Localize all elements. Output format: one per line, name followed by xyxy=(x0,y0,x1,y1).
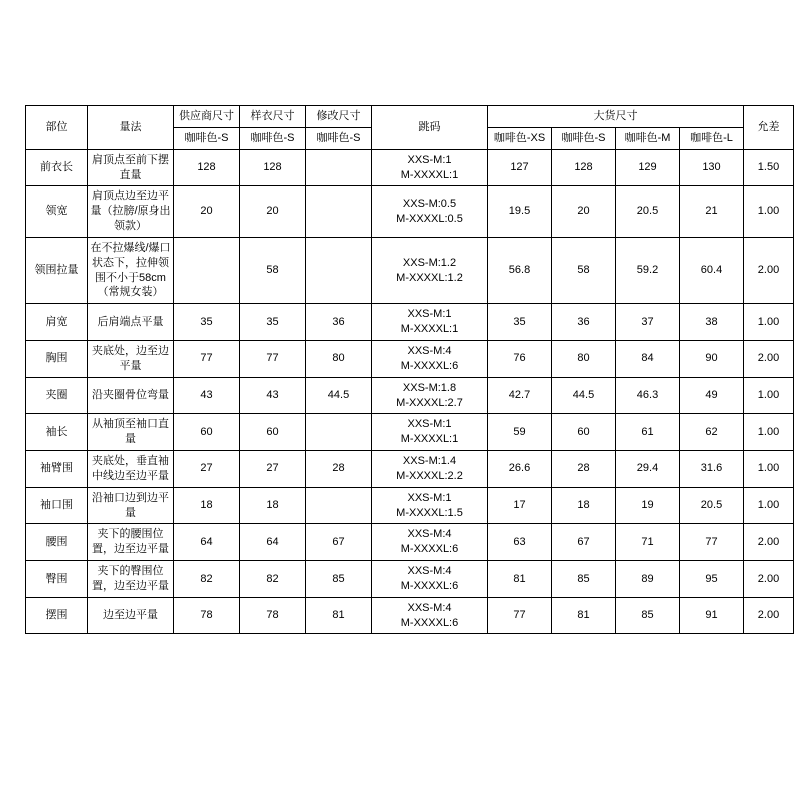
cell-part: 胸围 xyxy=(26,340,88,377)
cell-bulk-m: 59.2 xyxy=(616,237,680,303)
cell-bulk-l: 20.5 xyxy=(680,487,744,524)
cell-modify-size xyxy=(306,186,372,238)
cell-bulk-m: 84 xyxy=(616,340,680,377)
header-method: 量法 xyxy=(88,106,174,150)
table-row xyxy=(26,561,794,598)
cell-tolerance: 2.00 xyxy=(744,561,794,598)
cell-part: 夹圈 xyxy=(26,377,88,414)
table-row xyxy=(26,524,794,561)
cell-part: 摆围 xyxy=(26,597,88,634)
cell-bulk-s: 81 xyxy=(552,597,616,634)
cell-modify-size xyxy=(306,414,372,451)
cell-jump-size: XXS-M:1.8 M-XXXXL:2.7 xyxy=(372,377,488,414)
cell-jump-size: XXS-M:1 M-XXXXL:1.5 xyxy=(372,487,488,524)
cell-supplier-size: 27 xyxy=(174,451,240,488)
cell-supplier-size: 82 xyxy=(174,561,240,598)
cell-sample-size: 128 xyxy=(240,149,306,186)
cell-method: 夹下的臀围位置，边至边平量 xyxy=(88,561,174,598)
table-row xyxy=(26,487,794,524)
table-body xyxy=(26,149,794,634)
header-modify-color: 咖啡色-S xyxy=(306,127,372,149)
cell-bulk-l: 21 xyxy=(680,186,744,238)
cell-bulk-xs: 56.8 xyxy=(488,237,552,303)
header-supplier-color: 咖啡色-S xyxy=(174,127,240,149)
cell-tolerance: 2.00 xyxy=(744,597,794,634)
cell-part: 袖臂围 xyxy=(26,451,88,488)
table-row xyxy=(26,304,794,341)
table-row xyxy=(26,186,794,238)
cell-bulk-xs: 63 xyxy=(488,524,552,561)
cell-sample-size: 35 xyxy=(240,304,306,341)
table-row xyxy=(26,597,794,634)
cell-bulk-xs: 26.6 xyxy=(488,451,552,488)
cell-method: 夹底处，垂直袖中线边至边平量 xyxy=(88,451,174,488)
cell-sample-size: 64 xyxy=(240,524,306,561)
header-tolerance: 允差 xyxy=(744,106,794,150)
cell-tolerance: 1.00 xyxy=(744,304,794,341)
header-jump-size: 跳码 xyxy=(372,106,488,150)
header-sample-size: 样衣尺寸 xyxy=(240,106,306,128)
cell-bulk-s: 60 xyxy=(552,414,616,451)
cell-part: 臀围 xyxy=(26,561,88,598)
cell-sample-size: 43 xyxy=(240,377,306,414)
header-part: 部位 xyxy=(26,106,88,150)
cell-bulk-xs: 127 xyxy=(488,149,552,186)
cell-bulk-l: 31.6 xyxy=(680,451,744,488)
cell-bulk-m: 71 xyxy=(616,524,680,561)
cell-part: 肩宽 xyxy=(26,304,88,341)
cell-bulk-s: 28 xyxy=(552,451,616,488)
cell-method: 边至边平量 xyxy=(88,597,174,634)
cell-bulk-m: 129 xyxy=(616,149,680,186)
cell-part: 领围拉量 xyxy=(26,237,88,303)
cell-tolerance: 2.00 xyxy=(744,340,794,377)
cell-bulk-xs: 17 xyxy=(488,487,552,524)
cell-part: 腰围 xyxy=(26,524,88,561)
header-bulk-xs: 咖啡色-XS xyxy=(488,127,552,149)
cell-bulk-xs: 76 xyxy=(488,340,552,377)
cell-method: 肩顶点边至边平量（拉膀/原身出领款） xyxy=(88,186,174,238)
header-bulk-m: 咖啡色-M xyxy=(616,127,680,149)
cell-bulk-m: 37 xyxy=(616,304,680,341)
cell-tolerance: 1.00 xyxy=(744,487,794,524)
header-row-main xyxy=(26,106,794,128)
cell-bulk-xs: 19.5 xyxy=(488,186,552,238)
cell-sample-size: 20 xyxy=(240,186,306,238)
cell-modify-size xyxy=(306,487,372,524)
cell-bulk-xs: 42.7 xyxy=(488,377,552,414)
cell-bulk-m: 61 xyxy=(616,414,680,451)
cell-bulk-m: 29.4 xyxy=(616,451,680,488)
cell-jump-size: XXS-M:4 M-XXXXL:6 xyxy=(372,561,488,598)
cell-part: 袖长 xyxy=(26,414,88,451)
cell-bulk-s: 80 xyxy=(552,340,616,377)
header-sample-color: 咖啡色-S xyxy=(240,127,306,149)
cell-tolerance: 1.00 xyxy=(744,414,794,451)
cell-tolerance: 2.00 xyxy=(744,237,794,303)
cell-supplier-size: 18 xyxy=(174,487,240,524)
cell-modify-size xyxy=(306,237,372,303)
cell-supplier-size xyxy=(174,237,240,303)
cell-part: 前衣长 xyxy=(26,149,88,186)
cell-modify-size: 44.5 xyxy=(306,377,372,414)
cell-tolerance: 1.50 xyxy=(744,149,794,186)
cell-bulk-m: 20.5 xyxy=(616,186,680,238)
cell-supplier-size: 35 xyxy=(174,304,240,341)
cell-jump-size: XXS-M:1.4 M-XXXXL:2.2 xyxy=(372,451,488,488)
cell-jump-size: XXS-M:1 M-XXXXL:1 xyxy=(372,149,488,186)
cell-method: 后肩端点平量 xyxy=(88,304,174,341)
cell-bulk-s: 44.5 xyxy=(552,377,616,414)
cell-tolerance: 1.00 xyxy=(744,377,794,414)
cell-bulk-l: 77 xyxy=(680,524,744,561)
cell-bulk-l: 60.4 xyxy=(680,237,744,303)
cell-bulk-s: 18 xyxy=(552,487,616,524)
cell-bulk-xs: 59 xyxy=(488,414,552,451)
cell-method: 从袖顶至袖口直量 xyxy=(88,414,174,451)
header-bulk-size-group: 大货尺寸 xyxy=(488,106,744,128)
cell-modify-size: 28 xyxy=(306,451,372,488)
header-bulk-l: 咖啡色-L xyxy=(680,127,744,149)
header-bulk-s: 咖啡色-S xyxy=(552,127,616,149)
cell-tolerance: 1.00 xyxy=(744,186,794,238)
table-row xyxy=(26,451,794,488)
cell-bulk-s: 20 xyxy=(552,186,616,238)
cell-method: 沿夹圈骨位弯量 xyxy=(88,377,174,414)
cell-bulk-m: 89 xyxy=(616,561,680,598)
cell-sample-size: 60 xyxy=(240,414,306,451)
cell-part: 领宽 xyxy=(26,186,88,238)
cell-sample-size: 77 xyxy=(240,340,306,377)
cell-jump-size: XXS-M:1.2 M-XXXXL:1.2 xyxy=(372,237,488,303)
cell-supplier-size: 78 xyxy=(174,597,240,634)
cell-sample-size: 58 xyxy=(240,237,306,303)
cell-modify-size: 85 xyxy=(306,561,372,598)
cell-bulk-s: 58 xyxy=(552,237,616,303)
cell-bulk-l: 38 xyxy=(680,304,744,341)
cell-sample-size: 18 xyxy=(240,487,306,524)
cell-method: 在不拉爆线/爆口状态下，拉伸领围不小于58cm（常规女装） xyxy=(88,237,174,303)
cell-method: 沿袖口边到边平量 xyxy=(88,487,174,524)
header-modify-size: 修改尺寸 xyxy=(306,106,372,128)
cell-method: 肩顶点至前下摆直量 xyxy=(88,149,174,186)
table-row xyxy=(26,414,794,451)
cell-bulk-l: 91 xyxy=(680,597,744,634)
measurement-spec-table xyxy=(25,105,794,634)
cell-method: 夹下的腰围位置，边至边平量 xyxy=(88,524,174,561)
cell-bulk-l: 49 xyxy=(680,377,744,414)
cell-jump-size: XXS-M:1 M-XXXXL:1 xyxy=(372,414,488,451)
cell-sample-size: 82 xyxy=(240,561,306,598)
cell-jump-size: XXS-M:4 M-XXXXL:6 xyxy=(372,597,488,634)
cell-jump-size: XXS-M:0.5 M-XXXXL:0.5 xyxy=(372,186,488,238)
table-row xyxy=(26,149,794,186)
cell-bulk-m: 46.3 xyxy=(616,377,680,414)
cell-modify-size: 67 xyxy=(306,524,372,561)
cell-modify-size: 80 xyxy=(306,340,372,377)
cell-supplier-size: 64 xyxy=(174,524,240,561)
cell-bulk-m: 85 xyxy=(616,597,680,634)
cell-jump-size: XXS-M:4 M-XXXXL:6 xyxy=(372,340,488,377)
cell-bulk-l: 130 xyxy=(680,149,744,186)
header-supplier-size: 供应商尺寸 xyxy=(174,106,240,128)
cell-bulk-s: 85 xyxy=(552,561,616,598)
table-header xyxy=(26,106,794,150)
cell-modify-size xyxy=(306,149,372,186)
table-row xyxy=(26,237,794,303)
cell-bulk-xs: 77 xyxy=(488,597,552,634)
table-row xyxy=(26,340,794,377)
cell-supplier-size: 60 xyxy=(174,414,240,451)
cell-part: 袖口围 xyxy=(26,487,88,524)
cell-supplier-size: 128 xyxy=(174,149,240,186)
cell-supplier-size: 77 xyxy=(174,340,240,377)
cell-bulk-s: 36 xyxy=(552,304,616,341)
cell-supplier-size: 20 xyxy=(174,186,240,238)
table-row xyxy=(26,377,794,414)
cell-method: 夹底处，边至边平量 xyxy=(88,340,174,377)
cell-jump-size: XXS-M:4 M-XXXXL:6 xyxy=(372,524,488,561)
cell-sample-size: 78 xyxy=(240,597,306,634)
cell-bulk-l: 62 xyxy=(680,414,744,451)
cell-bulk-xs: 35 xyxy=(488,304,552,341)
cell-supplier-size: 43 xyxy=(174,377,240,414)
cell-bulk-m: 19 xyxy=(616,487,680,524)
cell-modify-size: 81 xyxy=(306,597,372,634)
cell-sample-size: 27 xyxy=(240,451,306,488)
cell-bulk-l: 90 xyxy=(680,340,744,377)
cell-tolerance: 1.00 xyxy=(744,451,794,488)
cell-modify-size: 36 xyxy=(306,304,372,341)
cell-jump-size: XXS-M:1 M-XXXXL:1 xyxy=(372,304,488,341)
cell-bulk-s: 128 xyxy=(552,149,616,186)
cell-bulk-xs: 81 xyxy=(488,561,552,598)
cell-tolerance: 2.00 xyxy=(744,524,794,561)
cell-bulk-s: 67 xyxy=(552,524,616,561)
cell-bulk-l: 95 xyxy=(680,561,744,598)
